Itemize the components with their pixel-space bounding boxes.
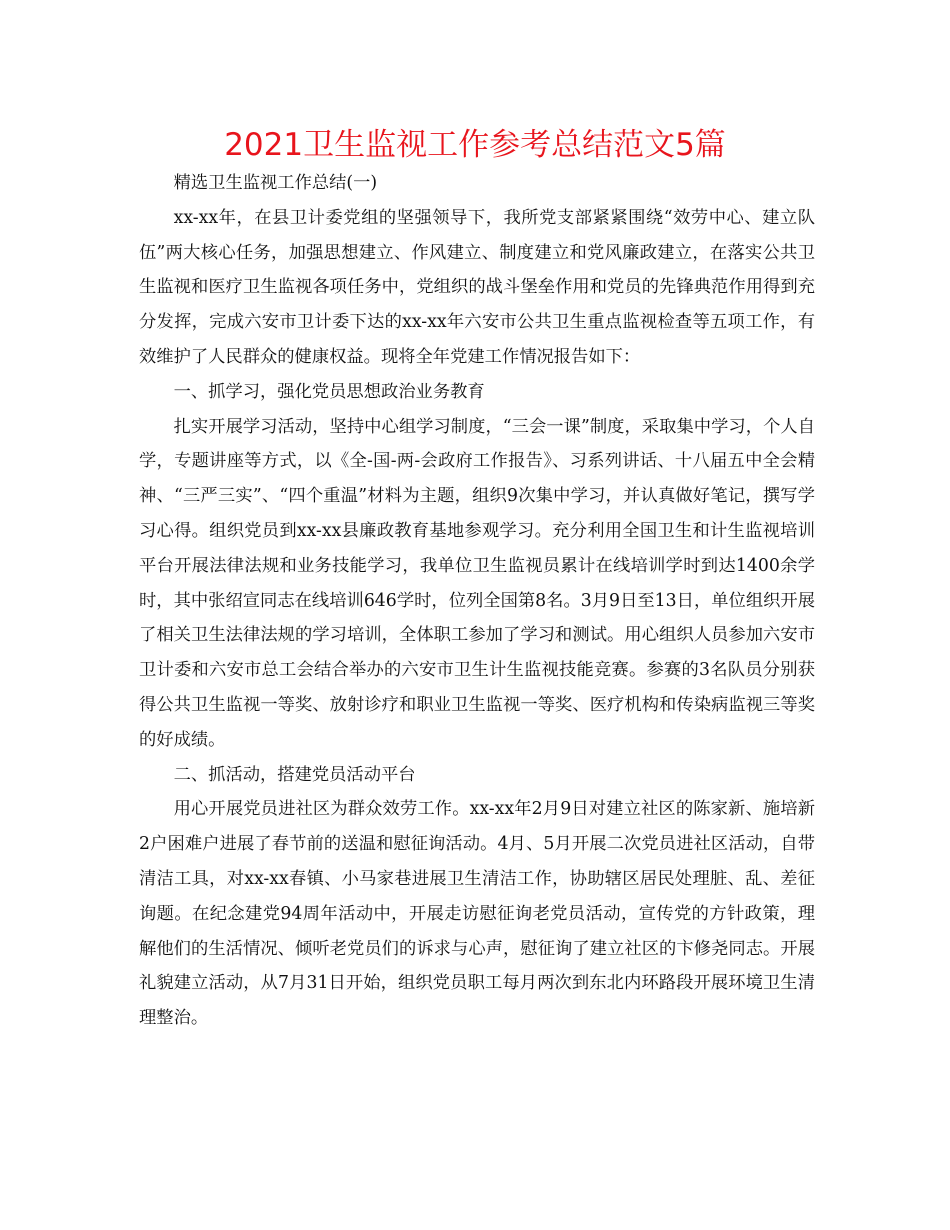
section-title: 精选卫生监视工作总结(一) — [173, 173, 378, 193]
document-title: 2021卫生监视工作参考总结范文5篇 — [224, 127, 726, 163]
activities-paragraph: 用心开展党员进社区为群众效劳工作。xx-xx年2月9日对建立社区的陈家新、施培新2户困难户进展了春节前的送温和慰征询活动。4月、5月开展二次党员进社区活动，自带清洁工具，对xx-xx春镇、小马家巷进展卫生清洁工作，协助辖区居民处理脏、乱、差征询题。在纪念建党94周年活动中，开展走访慰征询老党员活动，宣传党的方针政策，理解他们的生活情况、倾听老党员们的诉求与心声，慰征询了建立社区的卞修尧同志。开展礼貌建立活动，从7月31日开始，组织党员职工每月两次到东北内环路段开展环境卫生清理整治。 — [139, 799, 815, 1029]
document-body — [139, 166, 815, 1036]
study-paragraph: 扎实开展学习活动，坚持中心组学习制度，“三会一课”制度，采取集中学习，个人自学，专题讲座等方式，以《全-国-两-会政府工作报告》、习系列讲话、十八届五中全会精神、“三严三实”、“四个重温”材料为主题，组织9次集中学习，并认真做好笔记，撰写学习心得。组织党员到xx-xx县廉政教育基地参观学习。充分利用全国卫生和计生监视培训平台开展法律法规和业务技能学习，我单位卫生监视员累计在线培训学时到达1400余学时，其中张绍宣同志在线培训646学时，位列全国第8名。3月9日至13日，单位组织开展了相关卫生法律法规的学习培训，全体职工参加了学习和测试。用心组织人员参加六安市卫计委和六安市总工会结合举办的六安市卫生计生监视技能竞赛。参赛的3名队员分别获得公共卫生监视一等奖、放射诊疗和职业卫生监视一等奖、医疗机构和传染病监视三等奖的好成绩。 — [139, 416, 815, 750]
intro-paragraph: xx-xx年，在县卫计委党组的坚强领导下，我所党支部紧紧围绕“效劳中心、建立队伍”两大核心任务，加强思想建立、作风建立、制度建立和党风廉政建立，在落实公共卫生监视和医疗卫生监视各项任务中，党组织的战斗堡垒作用和党员的先锋典范作用得到充分发挥，完成六安市卫计委下达的xx-xx年六安市公共卫生重点监视检查等五项工作，有效维护了人民群众的健康权益。现将全年党建工作情况报告如下： — [139, 207, 815, 367]
heading-activities: 二、抓活动，搭建党员活动平台 — [173, 764, 416, 785]
heading-study: 一、抓学习，强化党员思想政治业务教育 — [173, 381, 485, 402]
